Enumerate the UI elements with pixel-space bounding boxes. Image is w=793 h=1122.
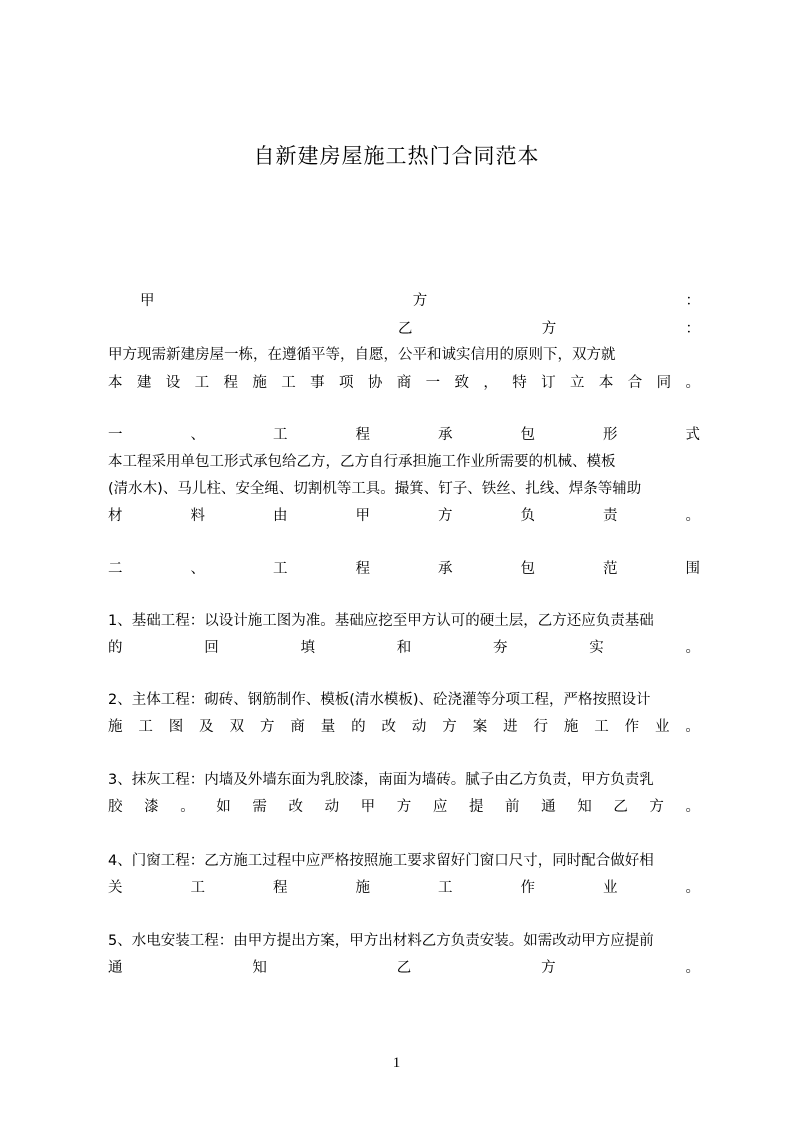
text-char: 协 <box>367 375 383 391</box>
text-char: 商 <box>396 375 412 391</box>
text-char: 的 <box>351 719 366 735</box>
text-char: 提 <box>468 799 484 815</box>
text-char: 工 <box>194 375 210 391</box>
text-char: 。 <box>685 375 700 391</box>
text-char: 施 <box>355 880 370 896</box>
text-char: 订 <box>541 375 556 391</box>
text-char: 建 <box>136 375 152 391</box>
text-char: 材 <box>108 508 123 524</box>
text-char: 漆 <box>144 799 159 815</box>
text-char: 甲 <box>360 799 376 815</box>
item-1-line-2 <box>108 637 700 659</box>
text-char: 。 <box>685 640 700 656</box>
text-char: 甲 <box>355 508 370 524</box>
item-5-line-1: 5、水电安装工程：由甲方提出方案，甲方出材料乙方负责安装。如需改动甲方应提前 <box>108 933 654 949</box>
text-char: 方 <box>259 719 275 735</box>
section-1-line-2: (清水木)、马儿柱、安全绳、切割机等工具。撮箕、钉子、铁丝、扎线、焊条等辅助 <box>108 481 642 497</box>
text-char: 行 <box>533 719 548 735</box>
item-5-line-2 <box>108 957 700 979</box>
text-char: 。 <box>685 880 700 896</box>
page-number: 1 <box>392 1055 401 1071</box>
text-char: 本 <box>598 375 614 391</box>
text-char: 方 <box>442 719 457 735</box>
text-char: 围 <box>685 561 700 577</box>
text-char: 形 <box>603 427 618 443</box>
text-char: 作 <box>520 880 535 896</box>
text-char: 设 <box>165 375 181 391</box>
text-char: 。 <box>685 719 700 735</box>
item-3-line-1: 3、抹灰工程：内墙及外墙东面为乳胶漆，南面为墙砖。腻子由乙方负责，甲方负责乳 <box>108 772 654 788</box>
item-1-line-1: 1、基础工程：以设计施工图为准。基础应挖至甲方认可的硬土层，乙方还应负责基础 <box>108 613 654 629</box>
text-char: 包 <box>520 427 535 443</box>
text-char: 案 <box>472 719 488 735</box>
text-char: 需 <box>252 799 267 815</box>
text-char: 、 <box>190 561 205 577</box>
text-char: 业 <box>603 880 618 896</box>
text-char: 工 <box>190 880 205 896</box>
text-char: 程 <box>355 561 370 577</box>
text-char: 合 <box>627 375 643 391</box>
text-char: 乙 <box>613 799 628 815</box>
party-b-line <box>398 318 700 340</box>
text-char: 工 <box>138 719 153 735</box>
text-char: 实 <box>589 640 604 656</box>
text-char: 二 <box>108 561 123 577</box>
section-1-line-3 <box>108 505 700 527</box>
text-char: 胶 <box>108 799 123 815</box>
text-char: 前 <box>505 799 520 815</box>
item-4-line-2 <box>108 877 700 899</box>
text-char: 负 <box>520 508 535 524</box>
text-char: 、 <box>190 427 205 443</box>
text-char: 量 <box>320 719 336 735</box>
text-char: 方 <box>541 960 556 976</box>
text-char: 特 <box>512 375 527 391</box>
intro-line-1: 甲方现需新建房屋一栋，在遵循平等，自愿，公平和诚实信用的原则下，双方就 <box>108 347 616 363</box>
text-char: 方 <box>438 508 453 524</box>
text-char: 项 <box>339 375 354 391</box>
text-char: 一 <box>425 375 441 391</box>
text-char: 致 <box>454 375 469 391</box>
text-char: 工 <box>273 427 288 443</box>
text-char: 动 <box>411 719 427 735</box>
text-char: 事 <box>310 375 325 391</box>
text-char: 业 <box>655 719 670 735</box>
text-char: 填 <box>300 640 315 656</box>
text-char: 和 <box>396 640 412 656</box>
text-char: 方 <box>396 799 412 815</box>
text-char: 甲 <box>140 293 155 309</box>
text-char: 。 <box>180 799 195 815</box>
text-char: 商 <box>290 719 305 735</box>
text-char: 方 <box>541 321 557 337</box>
text-char: 改 <box>381 719 397 735</box>
section-1-heading <box>108 424 700 446</box>
text-char: 知 <box>577 799 592 815</box>
text-char: ： <box>685 321 700 337</box>
item-2-line-2 <box>108 716 700 738</box>
text-char: 夯 <box>493 640 508 656</box>
text-char: 。 <box>685 960 700 976</box>
text-char: 知 <box>252 960 267 976</box>
text-char: 乙 <box>396 960 412 976</box>
text-char: 乙 <box>398 321 413 337</box>
text-char: ， <box>483 375 498 391</box>
text-char: 本 <box>108 375 123 391</box>
text-char: 及 <box>199 719 214 735</box>
text-char: 责 <box>603 508 618 524</box>
document-title: 自新建房屋施工热门合同范本 <box>253 144 540 168</box>
text-char: 由 <box>273 508 288 524</box>
text-char: 施 <box>252 375 267 391</box>
section-1-line-1: 本工程采用单包工形式承包给乙方，乙方自行承担施工作业所需要的机械、模板 <box>108 454 616 470</box>
text-char: 同 <box>656 375 672 391</box>
text-char: 立 <box>570 375 585 391</box>
text-char: 程 <box>273 880 288 896</box>
text-char: 关 <box>108 880 123 896</box>
text-char: 施 <box>563 719 579 735</box>
text-char: 的 <box>108 640 123 656</box>
text-char: 应 <box>432 799 448 815</box>
text-char: 范 <box>603 561 618 577</box>
text-char: 程 <box>355 427 370 443</box>
text-char: 进 <box>503 719 518 735</box>
text-char: 式 <box>685 427 700 443</box>
text-char: ： <box>685 293 700 309</box>
text-char: 双 <box>229 719 245 735</box>
section-2-heading <box>108 558 700 580</box>
text-char: 方 <box>649 799 664 815</box>
text-char: 图 <box>168 719 184 735</box>
text-char: 。 <box>685 508 700 524</box>
text-char: 工 <box>281 375 296 391</box>
text-char: 。 <box>685 799 700 815</box>
item-2-line-1: 2、主体工程：砌砖、钢筋制作、模板(清水模板)、砼浇灌等分项工程，严格按照设计 <box>108 692 651 708</box>
item-4-line-1: 4、门窗工程：乙方施工过程中应严格按照施工要求留好门窗口尺寸，同时配合做好相 <box>108 853 654 869</box>
text-char: 工 <box>273 561 288 577</box>
text-char: 承 <box>438 561 453 577</box>
text-char: 作 <box>624 719 640 735</box>
text-char: 回 <box>204 640 219 656</box>
text-char: 一 <box>108 427 123 443</box>
text-char: 承 <box>438 427 453 443</box>
intro-line-2 <box>108 372 700 394</box>
text-char: 通 <box>108 960 123 976</box>
text-char: 料 <box>190 508 205 524</box>
text-char: 工 <box>594 719 609 735</box>
text-char: 如 <box>216 799 231 815</box>
text-char: 工 <box>438 880 453 896</box>
text-char: 改 <box>288 799 303 815</box>
text-char: 程 <box>223 375 238 391</box>
text-char: 施 <box>108 719 123 735</box>
text-char: 包 <box>520 561 535 577</box>
text-char: 方 <box>412 293 428 309</box>
item-3-line-2 <box>108 796 700 818</box>
party-a-line <box>140 290 700 312</box>
text-char: 动 <box>324 799 340 815</box>
text-char: 通 <box>541 799 556 815</box>
